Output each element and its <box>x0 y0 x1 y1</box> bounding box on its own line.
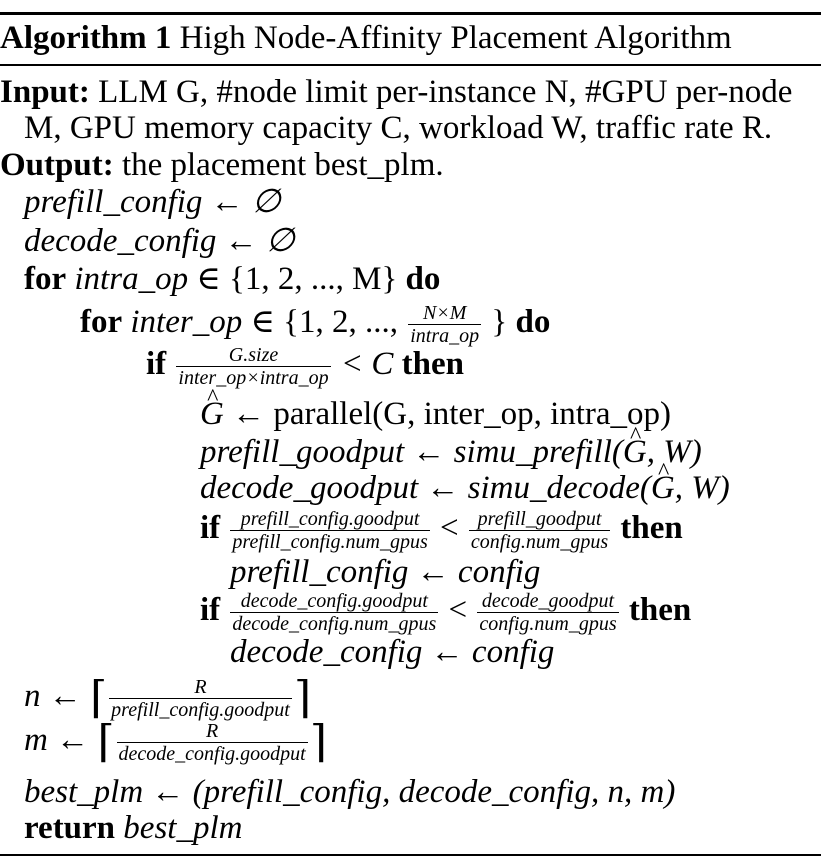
top-rule <box>0 12 821 15</box>
fraction <box>408 302 481 347</box>
decode-goodput-line <box>200 468 730 508</box>
prefill-goodput-line <box>200 432 702 472</box>
loop-variable: intra_op <box>74 261 189 297</box>
fraction-numerator: G.size <box>176 344 330 367</box>
fraction-denominator: prefill_config.num_gpus <box>232 531 428 553</box>
fraction <box>469 508 610 553</box>
parallel-expression: ← parallel(G, inter_op, intra_op) <box>232 396 672 432</box>
fraction <box>230 508 429 553</box>
fraction-numerator: decode_goodput <box>477 590 618 613</box>
init-prefill-line <box>24 182 281 222</box>
g-hat: ^ G <box>200 394 224 434</box>
fraction <box>477 590 618 635</box>
algorithm-header <box>0 18 732 58</box>
input-text-1: LLM G, #node limit per-instance N, #GPU per-node <box>98 74 793 110</box>
algorithm-label: Algorithm 1 <box>0 20 172 56</box>
loop-set: ∈ {1, 2, ..., M} <box>196 261 398 297</box>
for-keyword: for <box>80 304 123 341</box>
fraction-denominator: decode_config.goodput <box>118 743 306 765</box>
g-hat: ^ G <box>623 432 647 472</box>
loop-set: ∈ {1, 2, ..., <box>250 304 398 341</box>
decode-goodput-text: decode_goodput ← simu_decode( <box>200 470 651 506</box>
fraction <box>176 344 330 389</box>
m-line <box>24 717 327 767</box>
comparison: < C <box>340 346 394 383</box>
ceil-right: ⌉ <box>293 673 312 723</box>
m-assign: m ← <box>24 722 90 759</box>
fraction <box>230 590 438 635</box>
if-keyword: if <box>200 592 221 629</box>
g-hat: ^ G <box>651 468 675 508</box>
init-decode-text: decode_config ← ∅ <box>24 223 295 259</box>
if-keyword: if <box>200 510 221 547</box>
ceil-left: ⌈ <box>97 717 115 767</box>
fraction-numerator: prefill_config.goodput <box>230 508 429 531</box>
fraction-denominator: config.num_gpus <box>479 613 617 635</box>
if-prefill-line <box>200 508 683 553</box>
inner-loop-line <box>80 302 550 347</box>
input-line-2 <box>24 108 772 148</box>
algorithm-title: High Node-Affinity Placement Algorithm <box>179 20 732 56</box>
then-keyword: then <box>628 592 692 629</box>
n-line <box>24 673 312 723</box>
input-keyword: Input: <box>0 74 90 110</box>
fraction-denominator: decode_config.num_gpus <box>232 613 437 635</box>
output-keyword: Output: <box>0 147 114 183</box>
parallel-line <box>200 394 671 434</box>
fraction-denominator: inter_op×intra_op <box>178 367 329 389</box>
init-decode-line <box>24 221 295 261</box>
fraction-numerator: R <box>109 676 292 699</box>
do-keyword: do <box>515 304 551 341</box>
assign-prefill-line <box>230 552 540 592</box>
fraction-numerator: R <box>117 720 308 743</box>
if-keyword: if <box>146 346 167 383</box>
init-prefill-text: prefill_config ← ∅ <box>24 184 281 220</box>
return-value: best_plm <box>123 810 243 846</box>
assign-prefill-text: prefill_config ← config <box>230 554 541 590</box>
input-text-2: M, GPU memory capacity C, workload W, traffic rate R. <box>24 110 773 146</box>
header-rule <box>0 64 821 66</box>
fraction <box>117 720 308 765</box>
best-plm-line <box>24 772 675 812</box>
best-plm-text: best_plm ← (prefill_config, decode_config, n, m) <box>24 774 676 810</box>
then-keyword: then <box>620 510 683 547</box>
bottom-rule <box>0 854 821 856</box>
n-assign: n ← <box>24 678 82 715</box>
prefill-goodput-end: , W) <box>646 434 702 470</box>
assign-decode-text: decode_config ← config <box>230 634 555 670</box>
fraction-denominator: intra_op <box>410 325 480 347</box>
decode-goodput-end: , W) <box>674 470 730 506</box>
return-line <box>24 808 242 848</box>
output-line <box>0 145 444 185</box>
assign-decode-line <box>230 632 554 672</box>
fraction-denominator: config.num_gpus <box>470 531 609 553</box>
outer-loop-line <box>24 259 440 299</box>
if-decode-line <box>200 590 691 635</box>
loop-variable: inter_op <box>130 304 243 341</box>
comparison: < <box>440 510 459 547</box>
fraction-numerator: decode_config.goodput <box>230 590 438 613</box>
if-memory-line <box>146 344 464 389</box>
output-text: the placement best_plm. <box>121 147 444 183</box>
then-keyword: then <box>401 346 464 383</box>
loop-set-close: } <box>491 304 508 341</box>
ceil-left: ⌈ <box>90 673 108 723</box>
input-line-1 <box>0 72 792 112</box>
ceil-right: ⌉ <box>309 717 327 767</box>
fraction-denominator: prefill_config.goodput <box>111 699 290 721</box>
for-keyword: for <box>24 261 67 297</box>
fraction-numerator: N×M <box>408 302 481 325</box>
fraction <box>109 676 292 721</box>
comparison: < <box>448 592 468 629</box>
return-keyword: return <box>24 810 116 846</box>
do-keyword: do <box>405 261 441 297</box>
prefill-goodput-text: prefill_goodput ← simu_prefill( <box>200 434 623 470</box>
fraction-numerator: prefill_goodput <box>469 508 610 531</box>
